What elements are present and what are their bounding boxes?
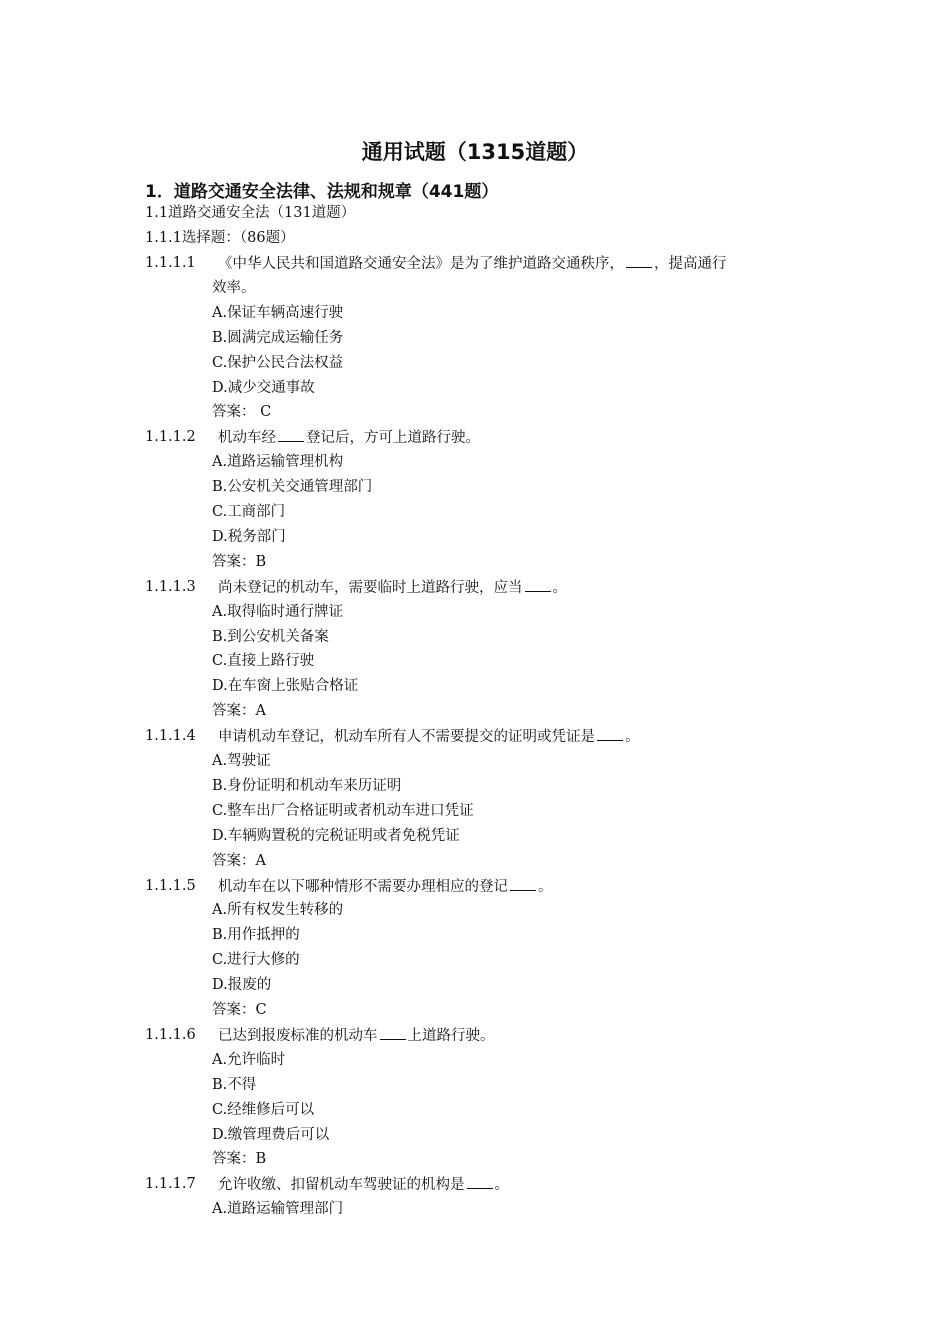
section-heading: 1.1道路交通安全法（131道题） (145, 205, 356, 221)
question-number: 1.1.1.1 (145, 255, 196, 271)
answer-option: D.在车窗上张贴合格证 (212, 678, 359, 695)
question-number: 1.1.1.7 (145, 1176, 196, 1193)
answer-option: A.所有权发生转移的 (212, 902, 344, 919)
question-text (218, 876, 553, 897)
answer-option: B.到公安机关备案 (212, 628, 329, 645)
answer-key: 答案：A (212, 703, 266, 720)
question-number: 1.1.1.5 (145, 877, 196, 894)
answer-blank (510, 876, 536, 891)
question-text-after-blank: 。 (538, 878, 553, 895)
answer-option: B.不得 (212, 1076, 257, 1093)
question-text-before-blank: 申请机动车登记，机动车所有人不需要提交的证明或凭证是 (218, 729, 595, 746)
question-text-after-blank: 。 (625, 729, 640, 746)
answer-key: 答案： C (212, 404, 272, 421)
answer-option: B.公安机关交通管理部门 (212, 479, 373, 496)
answer-option: C.工商部门 (212, 504, 286, 520)
question-text-after-blank: ，提高通行 (654, 256, 727, 272)
answer-blank (467, 1174, 493, 1189)
question-text-before-blank: 已达到报废标准的机动车 (218, 1027, 378, 1044)
answer-option: B.身份证明和机动车来历证明 (212, 777, 402, 794)
question-text-after-blank: 登记后，方可上道路行驶。 (306, 430, 480, 447)
answer-option: D.税务部门 (212, 528, 286, 545)
document-title: 通用试题（1315道题） (361, 140, 589, 164)
answer-option: A.道路运输管理机构 (212, 454, 344, 471)
question-text-after-blank: 。 (552, 579, 567, 596)
answer-option: A.取得临时通行牌证 (212, 603, 344, 620)
answer-option: D.车辆购置税的完税证明或者免税凭证 (212, 827, 460, 844)
answer-key: 答案：B (212, 553, 267, 570)
answer-option: A.允许临时 (212, 1051, 286, 1068)
answer-option: C.进行大修的 (212, 952, 300, 969)
question-text (218, 1174, 509, 1195)
answer-key: 答案：B (212, 1151, 267, 1168)
answer-option: D.报废的 (212, 977, 272, 994)
answer-option: C.经维修后可以 (212, 1101, 315, 1118)
answer-option: C.整车出厂合格证明或者机动车进口凭证 (212, 802, 474, 819)
answer-option: B.用作抵押的 (212, 927, 300, 944)
question-number: 1.1.1.6 (145, 1026, 196, 1043)
answer-key: 答案：C (212, 1002, 267, 1018)
answer-option: B.圆满完成运输任务 (212, 329, 344, 346)
answer-option: C.直接上路行驶 (212, 653, 315, 670)
answer-blank (278, 427, 304, 442)
answer-blank (597, 726, 623, 741)
question-number: 1.1.1.4 (145, 728, 196, 745)
chapter-heading: 1．道路交通安全法律、法规和规章（441题） (145, 182, 499, 202)
answer-blank (380, 1025, 406, 1040)
question-text-before-blank: 《中华人民共和国道路交通安全法》是为了维护道路交通秩序， (218, 256, 624, 272)
question-text-before-blank: 机动车经 (218, 430, 276, 447)
question-text (218, 577, 567, 598)
answer-option: D.缴管理费后可以 (212, 1126, 330, 1143)
answer-blank (525, 577, 551, 592)
question-text-after-blank: 。 (494, 1177, 509, 1194)
question-text (218, 1025, 495, 1046)
question-text-before-blank: 机动车在以下哪种情形不需要办理相应的登记 (218, 878, 508, 895)
question-text (218, 427, 480, 448)
question-text-before-blank: 尚未登记的机动车，需要临时上道路行驶，应当 (218, 579, 523, 596)
answer-blank (626, 253, 652, 268)
answer-option: A.驾驶证 (212, 753, 271, 769)
question-text (218, 253, 727, 274)
question-text (218, 726, 640, 747)
question-number: 1.1.1.2 (145, 429, 196, 446)
question-text-continued: 效率。 (212, 279, 256, 296)
answer-option: A.保证车辆高速行驶 (212, 304, 344, 321)
answer-option: A.道路运输管理部门 (212, 1201, 344, 1218)
answer-option: D.减少交通事故 (212, 379, 315, 396)
question-text-before-blank: 允许收缴、扣留机动车驾驶证的机构是 (218, 1177, 465, 1194)
answer-option: C.保护公民合法权益 (212, 354, 344, 371)
answer-key: 答案：A (212, 852, 266, 869)
question-number: 1.1.1.3 (145, 578, 196, 595)
question-text-after-blank: 上道路行驶。 (407, 1027, 495, 1044)
subsection-heading: 1.1.1选择题：（86题） (145, 230, 295, 246)
